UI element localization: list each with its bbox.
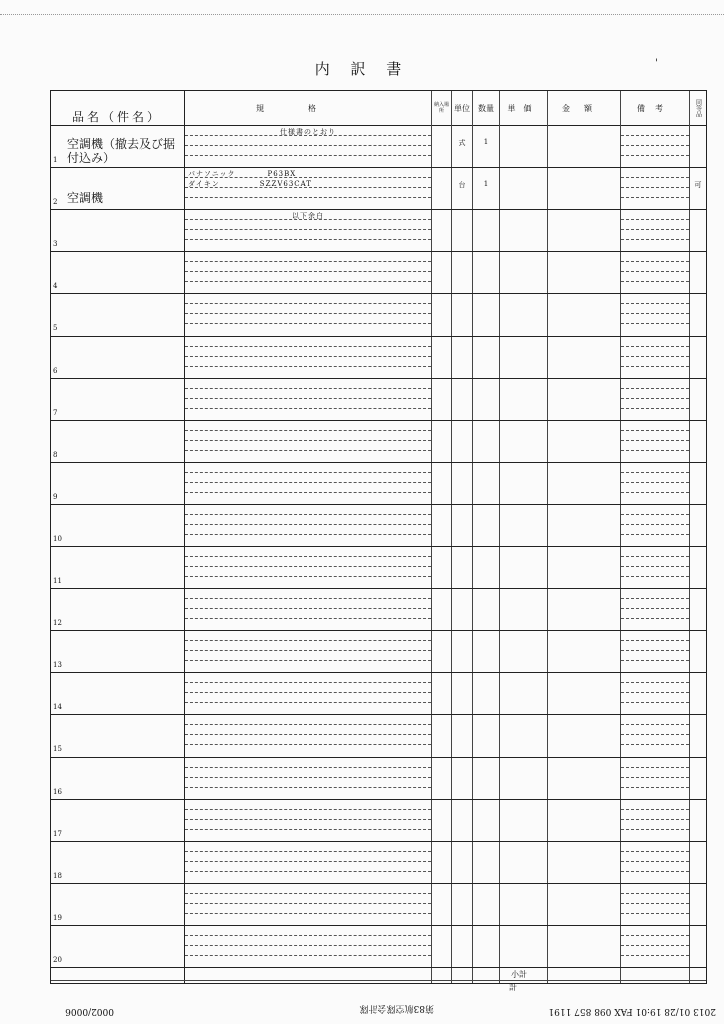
header-quantity: 数量	[478, 103, 494, 113]
sub-rule	[185, 871, 431, 872]
sub-rule	[185, 809, 431, 810]
row-divider	[51, 209, 706, 210]
sub-rule	[621, 576, 689, 577]
sub-rule	[621, 556, 689, 557]
sub-rule	[621, 388, 689, 389]
table-row	[51, 336, 706, 378]
row-number: 10	[53, 534, 62, 543]
sub-rule	[185, 492, 431, 493]
table-header-row	[51, 91, 706, 126]
spec-line: 以下余白	[292, 212, 324, 221]
row-divider	[51, 251, 706, 252]
sub-rule	[185, 682, 431, 683]
fax-page-number: 0002/0006	[65, 1006, 114, 1016]
scan-artifact-line	[0, 14, 724, 23]
sub-rule	[185, 450, 431, 451]
sub-rule	[185, 356, 431, 357]
sub-rule	[621, 450, 689, 451]
row-number: 6	[53, 366, 58, 375]
row-divider	[51, 504, 706, 505]
row-number: 12	[53, 619, 62, 628]
header-spec: 規格	[256, 103, 360, 113]
table-row	[51, 420, 706, 462]
sub-rule	[185, 271, 431, 272]
sub-rule	[185, 650, 431, 651]
sub-rule	[185, 566, 431, 567]
sub-rule	[621, 177, 689, 178]
sub-rule	[621, 323, 689, 324]
sub-rule	[185, 903, 431, 904]
table-row	[51, 630, 706, 672]
sub-rule	[185, 197, 431, 198]
sub-rule	[185, 767, 431, 768]
row-divider	[51, 672, 706, 673]
sub-rule	[185, 618, 431, 619]
table-row	[51, 378, 706, 420]
sub-rule	[621, 514, 689, 515]
sub-rule	[621, 524, 689, 525]
sub-rule	[185, 692, 431, 693]
row-divider	[51, 925, 706, 926]
sub-rule	[621, 692, 689, 693]
table-row	[51, 672, 706, 714]
row-divider	[51, 336, 706, 337]
sub-rule	[185, 430, 431, 431]
sub-rule	[621, 871, 689, 872]
sub-rule	[185, 145, 431, 146]
subtotal-divider	[51, 967, 706, 968]
row-divider	[51, 546, 706, 547]
equivalent-cell: 可	[694, 181, 702, 190]
sub-rule	[185, 861, 431, 862]
sub-rule	[621, 408, 689, 409]
sub-rule	[621, 187, 689, 188]
sub-rule	[185, 346, 431, 347]
sub-rule	[621, 135, 689, 136]
sub-rule	[621, 903, 689, 904]
sub-rule	[621, 145, 689, 146]
sub-rule	[621, 777, 689, 778]
unit-cell: 式	[458, 139, 466, 147]
table-row	[51, 546, 706, 588]
row-number: 1	[53, 156, 58, 165]
sub-rule	[621, 650, 689, 651]
sub-rule	[621, 682, 689, 683]
sub-rule	[621, 734, 689, 735]
header-unit: 単位	[454, 103, 470, 113]
quantity-cell: 1	[483, 138, 489, 146]
table-row	[51, 714, 706, 756]
sub-rule	[621, 366, 689, 367]
sub-rule	[621, 472, 689, 473]
sub-rule	[185, 482, 431, 483]
row-divider	[51, 378, 706, 379]
sub-rule	[185, 724, 431, 725]
sub-rule	[621, 618, 689, 619]
sub-rule	[185, 660, 431, 661]
row-divider	[51, 630, 706, 631]
row-divider	[51, 167, 706, 168]
spec-line: ダイキン SZZV63CAT	[188, 180, 312, 189]
sub-rule	[621, 356, 689, 357]
quantity-cell: 1	[483, 180, 489, 189]
sub-rule	[185, 303, 431, 304]
row-number: 16	[53, 787, 62, 796]
sub-rule	[185, 472, 431, 473]
row-number: 18	[53, 871, 62, 880]
sub-rule	[621, 893, 689, 894]
row-number: 19	[53, 913, 62, 922]
sub-rule	[185, 556, 431, 557]
sub-rule	[621, 767, 689, 768]
sub-rule	[621, 724, 689, 725]
sub-rule	[185, 819, 431, 820]
table-row	[51, 504, 706, 546]
row-number: 15	[53, 745, 62, 754]
table-row	[51, 925, 706, 967]
sub-rule	[621, 398, 689, 399]
sub-rule	[621, 239, 689, 240]
sub-rule	[621, 534, 689, 535]
sub-rule	[185, 388, 431, 389]
header-item-name: 品名（件名）	[71, 109, 162, 124]
row-number: 11	[53, 577, 62, 586]
sub-rule	[621, 197, 689, 198]
sub-rule	[621, 440, 689, 441]
row-number: 20	[53, 955, 62, 964]
sub-rule	[621, 492, 689, 493]
item-name: 空調機	[67, 191, 104, 206]
header-unit-price: 単価	[507, 103, 540, 113]
sub-rule	[185, 239, 431, 240]
row-number: 4	[53, 282, 58, 291]
row-number: 3	[53, 240, 58, 249]
total-divider	[51, 980, 706, 981]
corner-mark: '	[655, 58, 658, 69]
table-row	[51, 841, 706, 883]
row-number: 7	[53, 408, 58, 417]
sub-rule	[185, 913, 431, 914]
sub-rule	[185, 829, 431, 830]
sub-rule	[621, 281, 689, 282]
sub-rule	[185, 744, 431, 745]
sub-rule	[185, 229, 431, 230]
table-row	[51, 462, 706, 504]
spec-line: 仕様書のとおり	[280, 128, 336, 136]
sub-rule	[621, 229, 689, 230]
sub-rule	[185, 261, 431, 262]
sub-rule	[185, 734, 431, 735]
row-number: 9	[53, 492, 58, 501]
sub-rule	[185, 323, 431, 324]
sub-rule	[185, 598, 431, 599]
table-row	[51, 251, 706, 293]
sub-rule	[185, 787, 431, 788]
row-number: 14	[53, 703, 62, 712]
sub-rule	[621, 787, 689, 788]
row-divider	[51, 462, 706, 463]
sub-rule	[621, 219, 689, 220]
sub-rule	[621, 819, 689, 820]
unit-cell: 台	[458, 181, 466, 190]
header-amount: 金額	[562, 103, 606, 113]
row-divider	[51, 757, 706, 758]
sub-rule	[621, 660, 689, 661]
row-divider	[51, 588, 706, 589]
table-row	[51, 209, 706, 251]
row-divider	[51, 420, 706, 421]
row-number: 2	[53, 198, 58, 207]
sub-rule	[185, 576, 431, 577]
document-title: 内 訳 書	[314, 60, 410, 78]
sub-rule	[621, 261, 689, 262]
sub-rule	[185, 155, 431, 156]
sub-rule	[621, 303, 689, 304]
sub-rule	[185, 777, 431, 778]
breakdown-form-table	[50, 90, 707, 992]
sub-rule	[185, 281, 431, 282]
sub-rule	[185, 313, 431, 314]
sub-rule	[185, 851, 431, 852]
row-number: 13	[53, 661, 62, 670]
sub-rule	[185, 366, 431, 367]
sub-rule	[621, 955, 689, 956]
fax-header-line: 2013 01/28 19:01 FAX 098 857 1191	[548, 1006, 716, 1016]
sub-rule	[621, 851, 689, 852]
header-delivery-place: 納入場所	[433, 102, 449, 114]
sub-rule	[185, 514, 431, 515]
sub-rule	[621, 482, 689, 483]
table-row	[51, 125, 706, 167]
sub-rule	[185, 945, 431, 946]
sub-rule	[185, 702, 431, 703]
subtotal-label: 小計	[511, 970, 527, 979]
sub-rule	[621, 913, 689, 914]
sub-rule	[185, 640, 431, 641]
total-label: 計	[509, 983, 517, 992]
sub-rule	[621, 608, 689, 609]
header-remarks: 備考	[637, 103, 673, 113]
row-number: 8	[53, 450, 58, 459]
item-name: 空調機（撤去及び据付込み）	[67, 137, 176, 165]
sub-rule	[621, 155, 689, 156]
sub-rule	[621, 945, 689, 946]
row-number: 17	[53, 829, 62, 838]
row-divider	[51, 841, 706, 842]
sub-rule	[185, 893, 431, 894]
header-equivalent: 同等品	[694, 99, 702, 117]
sub-rule	[185, 955, 431, 956]
table-row	[51, 757, 706, 799]
sub-rule	[621, 744, 689, 745]
spec-line: パナソニック P63BX	[188, 170, 297, 179]
table-row	[51, 588, 706, 630]
sub-rule	[621, 346, 689, 347]
row-divider	[51, 293, 706, 294]
sub-rule	[621, 935, 689, 936]
table-row	[51, 883, 706, 925]
sub-rule	[621, 271, 689, 272]
sub-rule	[621, 313, 689, 314]
sub-rule	[185, 524, 431, 525]
row-number: 5	[53, 324, 58, 333]
sub-rule	[185, 398, 431, 399]
table-row	[51, 799, 706, 841]
row-divider	[51, 714, 706, 715]
sub-rule	[621, 430, 689, 431]
sub-rule	[621, 702, 689, 703]
sub-rule	[621, 598, 689, 599]
table-row	[51, 293, 706, 335]
table-row	[51, 167, 706, 209]
sub-rule	[621, 861, 689, 862]
sub-rule	[185, 534, 431, 535]
row-divider	[51, 883, 706, 884]
sub-rule	[621, 829, 689, 830]
sub-rule	[621, 809, 689, 810]
sub-rule	[185, 440, 431, 441]
sub-rule	[621, 566, 689, 567]
sub-rule	[621, 640, 689, 641]
sub-rule	[185, 608, 431, 609]
fax-footer	[0, 998, 724, 1018]
row-divider	[51, 799, 706, 800]
fax-sender: 第83航空隊会計隊	[359, 1003, 434, 1013]
sub-rule	[185, 408, 431, 409]
sub-rule	[185, 935, 431, 936]
